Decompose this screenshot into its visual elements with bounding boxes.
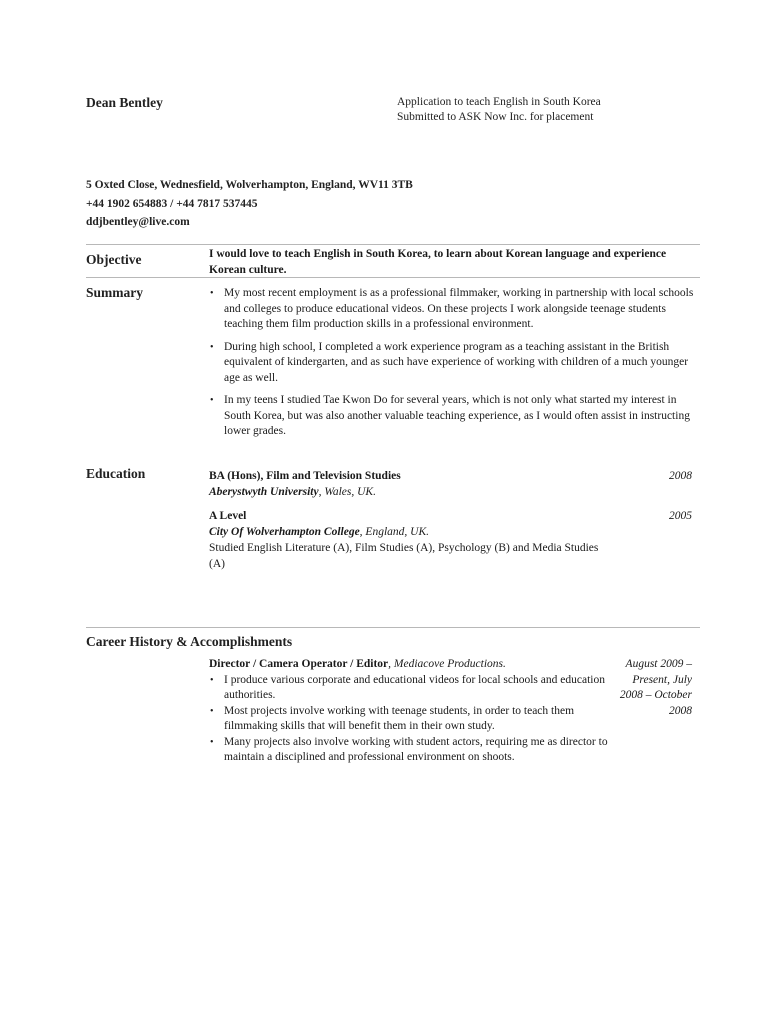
job-duties-list xyxy=(209,673,609,766)
application-submission: Submitted to ASK Now Inc. for placement xyxy=(397,111,594,123)
job-duty-item: • Most projects involve working with teenage students, in order to teach them filmmaking skills that will benefit them in their own study. xyxy=(209,704,609,735)
school-line xyxy=(209,484,692,500)
address: 5 Oxted Close, Wednesfield, Wolverhampton, England, WV11 3TB xyxy=(86,179,413,191)
objective-text: I would love to teach English in South Korea, to learn about Korean language and experience Korean culture. xyxy=(209,248,667,276)
school-name: Aberystwyth University xyxy=(209,486,319,498)
application-purpose: Application to teach English in South Korea xyxy=(397,96,601,108)
divider xyxy=(86,627,700,628)
education-year: 2008 xyxy=(669,470,692,482)
school-line xyxy=(209,524,692,540)
applicant-name: Dean Bentley xyxy=(86,95,163,110)
job-duty-item: • Many projects also involve working with student actors, requiring me as director to maintain a disciplined and professional environment on shoots. xyxy=(209,735,609,766)
summary-item: • During high school, I completed a work experience program as a teaching assistant in the British equivalent of kindergarten, and as such have experience of working with children of a much younger age as well. xyxy=(209,340,696,387)
education-entry xyxy=(209,508,692,572)
degree-title: A Level xyxy=(209,510,247,522)
contact-block xyxy=(86,176,413,232)
job-heading xyxy=(209,657,629,673)
application-info xyxy=(397,95,601,125)
summary-item: • My most recent employment is as a professional filmmaker, working in partnership with local schools and colleges to produce educational videos. On these projects I work alongside teenage students teaching them film production skills in a professional environment. xyxy=(209,286,696,333)
summary-item: • In my teens I studied Tae Kwon Do for several years, which is not only what started my interest in South Korea, but was also another valuable teaching experience, as I would often assist in instructing lower grades. xyxy=(209,393,696,440)
school-location: , England, UK. xyxy=(359,526,429,538)
job-company: , Mediacove Productions. xyxy=(388,658,506,670)
objective-heading: Objective xyxy=(86,252,142,267)
school-location: , Wales, UK. xyxy=(318,486,376,498)
education-entry xyxy=(209,468,692,500)
job-entry xyxy=(209,657,629,763)
summary-list xyxy=(209,286,696,447)
career-heading: Career History & Accomplishments xyxy=(86,634,293,649)
summary-heading: Summary xyxy=(86,285,143,300)
job-title: Director / Camera Operator / Editor xyxy=(209,658,389,670)
school-name: City Of Wolverhampton College xyxy=(209,526,360,538)
education-heading: Education xyxy=(86,466,146,481)
divider xyxy=(86,244,700,245)
education-year: 2005 xyxy=(669,510,692,522)
email-address: ddjbentley@live.com xyxy=(86,216,190,228)
divider xyxy=(86,277,700,278)
degree-title: BA (Hons), Film and Television Studies xyxy=(209,470,401,482)
job-dates: August 2009 – Present, July 2008 – October 2008 xyxy=(619,658,692,717)
job-duty-item: • I produce various corporate and educational videos for local schools and education authorities. xyxy=(209,673,609,704)
education-note: Studied English Literature (A), Film Studies (A), Psychology (B) and Media Studies (A) xyxy=(209,542,599,570)
phone-numbers: +44 1902 654883 / +44 7817 537445 xyxy=(86,197,258,210)
